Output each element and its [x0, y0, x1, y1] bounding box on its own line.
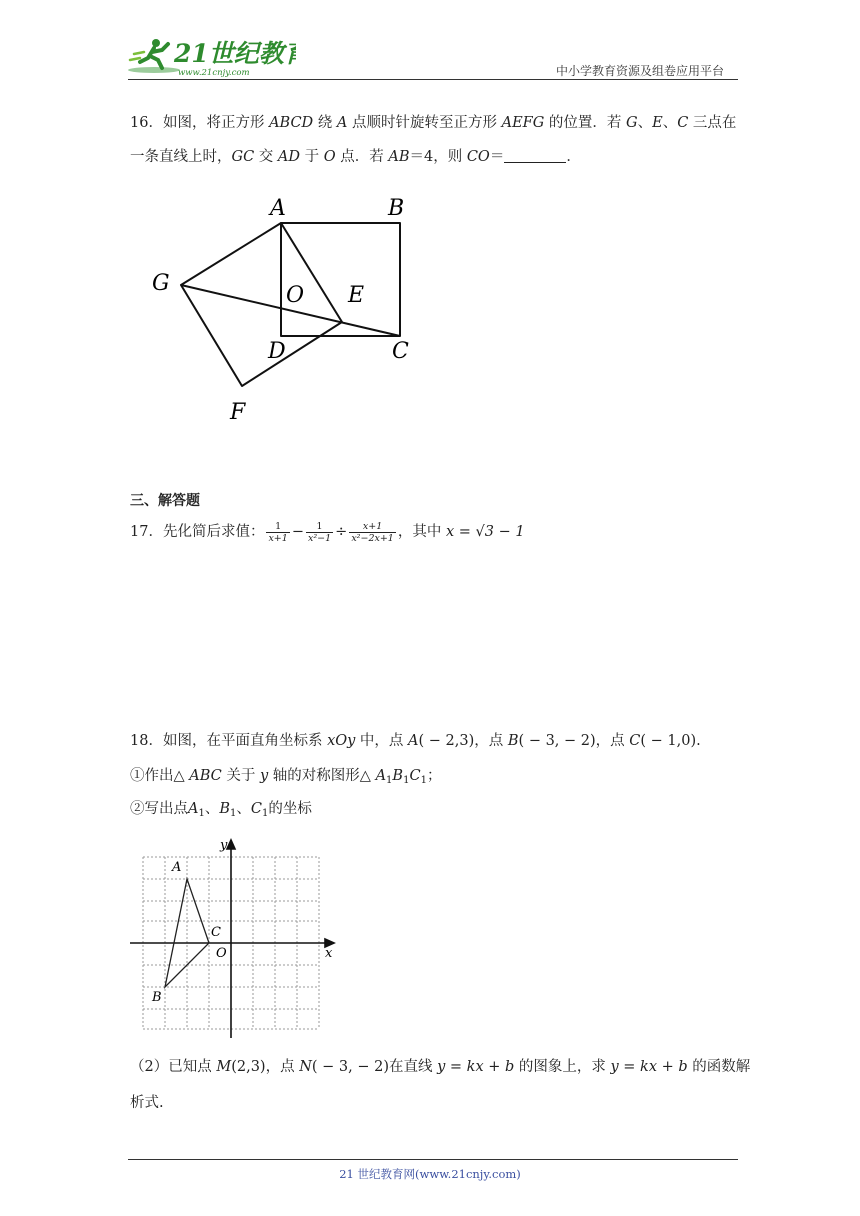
- q18-text: 关于: [221, 768, 260, 784]
- subscript: 1: [420, 775, 427, 786]
- q16-line1: [130, 113, 736, 133]
- label-c: C: [392, 339, 409, 364]
- q16-text: 、: [662, 115, 678, 131]
- subscript: 1: [230, 808, 237, 819]
- site-logo: [126, 34, 296, 80]
- fraction-denominator: x+1: [268, 532, 288, 544]
- section-heading: 三、解答题: [130, 493, 200, 509]
- q18-var: B: [219, 801, 231, 817]
- q18-text: 、: [204, 801, 220, 817]
- q17-text: ，其中: [397, 524, 446, 540]
- fraction-numerator: 1: [306, 521, 333, 533]
- q18-line2: [130, 766, 441, 791]
- logo-runner-icon: [126, 34, 296, 80]
- operator: ÷: [335, 524, 348, 540]
- q18-text: ( − 3, − 2)，点: [518, 733, 630, 749]
- label-o: O: [286, 283, 305, 308]
- q18-var: C: [629, 733, 641, 749]
- q16-text: 一条直线上时，: [130, 149, 232, 165]
- q18-part2-line1: [130, 1057, 750, 1077]
- header-divider: [128, 79, 738, 80]
- fraction: [349, 521, 396, 544]
- q16-text: 于: [300, 149, 324, 165]
- label-g: G: [152, 271, 170, 296]
- fraction-denominator: x²−1: [307, 532, 332, 544]
- q16-text: 交: [254, 149, 278, 165]
- q16-var: AB: [388, 149, 410, 165]
- x-label: x: [325, 946, 333, 961]
- site-name: 中小学教育资源及组卷应用平台: [555, 64, 724, 78]
- q18-text: ②写出点: [130, 801, 188, 817]
- q17-text: 17．先化简后求值：: [130, 524, 265, 540]
- q16-var: A: [336, 115, 348, 131]
- q18-grid-figure: [125, 835, 340, 1040]
- label-b: B: [388, 196, 405, 221]
- q16-text: ＝: [489, 149, 505, 165]
- q18-text: ( − 1,0).: [640, 733, 701, 749]
- q18-text: 的函数解: [687, 1059, 751, 1075]
- q18-text: 的坐标: [268, 801, 312, 817]
- q16-var: CO: [466, 149, 490, 165]
- q18-var: y = kx + b: [437, 1059, 515, 1075]
- fraction-numerator: 1: [266, 521, 289, 533]
- fraction-denominator: x²−2x+1: [351, 532, 394, 544]
- footer-divider: [128, 1159, 738, 1160]
- q18-var: A: [375, 768, 387, 784]
- q16-var: C: [677, 115, 689, 131]
- q16-text: 点．若: [335, 149, 389, 165]
- q18-var: A: [188, 801, 199, 817]
- subscript: 1: [198, 808, 205, 819]
- q18-text: ( − 3, − 2)在直线: [311, 1059, 438, 1075]
- operator: −: [291, 524, 304, 540]
- q16-text: ．: [566, 149, 581, 165]
- q18-var: ABC: [189, 768, 222, 784]
- q18-var: C: [250, 801, 262, 817]
- q18-text: 轴的对称图形△: [268, 768, 376, 784]
- q18-var: N: [299, 1059, 312, 1075]
- q18-line1: [130, 731, 701, 751]
- q16-text: 三点在: [688, 115, 737, 131]
- q18-text: ①作出△: [130, 768, 190, 784]
- q18-text: 18．如图，在平面直角坐标系: [130, 733, 328, 749]
- y-label: y: [220, 838, 228, 853]
- q18-var: B: [507, 733, 519, 749]
- q18-text: 中，点: [355, 733, 409, 749]
- q16-figure: [140, 190, 440, 430]
- q16-text: 、: [637, 115, 653, 131]
- answer-blank[interactable]: [504, 148, 566, 163]
- q18-var: y: [259, 768, 269, 784]
- point-a-label: A: [172, 860, 182, 875]
- point-c-label: C: [211, 925, 221, 940]
- label-e: E: [348, 283, 365, 308]
- fraction-numerator: x+1: [349, 521, 396, 533]
- q18-text: 、: [236, 801, 251, 817]
- q16-text: 16．如图，将正方形: [130, 115, 270, 131]
- q16-var: E: [652, 115, 663, 131]
- fraction: [306, 521, 333, 544]
- q17-condition: x = √3 − 1: [445, 524, 525, 540]
- q18-text: （2）已知点: [130, 1059, 217, 1075]
- q18-var: A: [408, 733, 419, 749]
- y-axis-arrow-icon: [227, 840, 235, 849]
- logo-text: 21世纪教育: [174, 39, 296, 68]
- q18-line3: [130, 799, 312, 824]
- q18-text: ( − 2,3)，点: [418, 733, 508, 749]
- subscript: 1: [386, 775, 393, 786]
- q16-var: AD: [277, 149, 301, 165]
- logo-url: www.21cnjy.com: [178, 68, 250, 78]
- q16-var: G: [626, 115, 638, 131]
- q16-text: 绕: [313, 115, 337, 131]
- q16-var: O: [323, 149, 336, 165]
- q16-text: 点顺时针旋转至正方形: [347, 115, 502, 131]
- q18-var: M: [216, 1059, 232, 1075]
- q16-text: 的位置．若: [544, 115, 627, 131]
- q18-text: (2,3)，点: [231, 1059, 300, 1075]
- q18-var: xOy: [327, 733, 356, 749]
- fraction: [266, 521, 289, 544]
- q18-var: y = kx + b: [610, 1059, 688, 1075]
- q18-part2-line2: 析式.: [130, 1095, 164, 1111]
- q16-var: ABCD: [269, 115, 314, 131]
- label-d: D: [268, 339, 286, 364]
- q16-text: ＝4，则: [409, 149, 467, 165]
- footer-link[interactable]: 21 世纪教育网(www.21cnjy.com): [339, 1167, 521, 1181]
- q16-var: GC: [231, 149, 255, 165]
- q18-text: 的图象上，求: [514, 1059, 611, 1075]
- q16-line2: [130, 147, 581, 167]
- q18-var: C: [409, 768, 421, 784]
- q18-text: ；: [426, 768, 442, 784]
- q18-var: B: [392, 768, 404, 784]
- subscript: 1: [262, 808, 269, 819]
- subscript: 1: [403, 775, 410, 786]
- origin-label: O: [216, 946, 227, 961]
- point-b-label: B: [152, 990, 162, 1005]
- label-a: A: [270, 196, 286, 221]
- label-f: F: [230, 400, 246, 425]
- q16-var: AEFG: [501, 115, 545, 131]
- q17-line: [130, 520, 525, 544]
